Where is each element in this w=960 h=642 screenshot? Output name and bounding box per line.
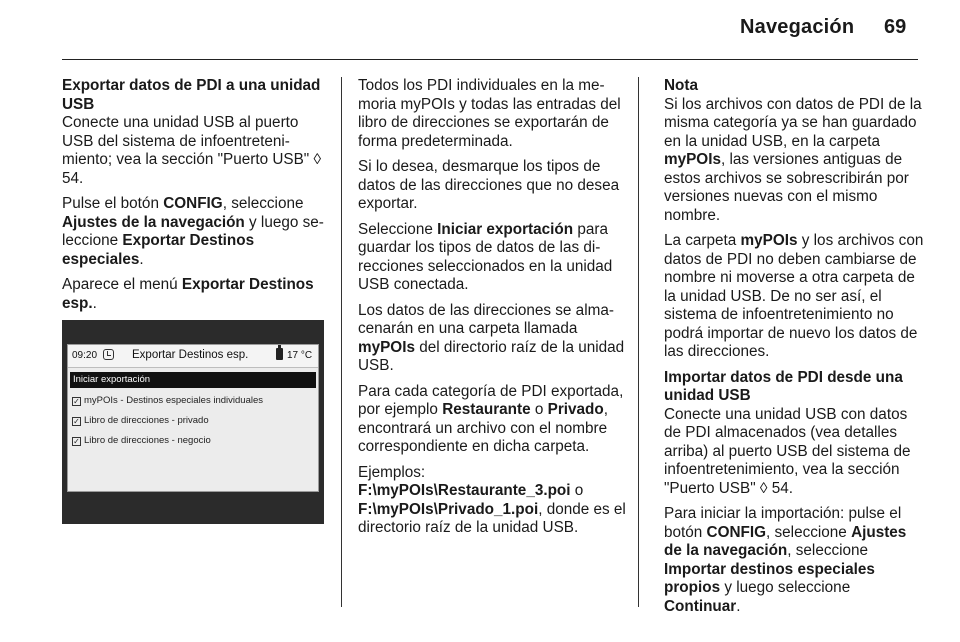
paragraph: La carpeta myPOIs y los archivos con datos de PDI no deben cambiarse de nombre ni moverse a otra carpeta de la unidad USB. De no ser así, el sistema de infoentretenimiento no podrá importar de nuevo los datos de las direcciones. — [664, 232, 924, 360]
paragraph: Todos los PDI individuales en la memoria myPOIs y todas las entradas del libro de direcciones se exportarán de forma predeterminada. — [358, 77, 621, 150]
infotainment-screen — [67, 344, 319, 492]
paragraph: Los datos de las direcciones se almacenarán en una carpeta llamada myPOIs del directorio raíz de la unidad USB. — [358, 301, 625, 374]
screen-status-bar — [68, 345, 318, 368]
header-divider — [62, 59, 918, 60]
page-header-title: Navegación — [740, 16, 855, 38]
paragraph: Para cada categoría de PDI exportada, por ejemplo Restaurante o Privado, encontrará un archivo con el nombre correspondiente en dicha carpeta. — [358, 382, 624, 455]
note-heading: Nota — [664, 77, 698, 94]
column-divider — [341, 77, 342, 607]
column-3 — [664, 77, 928, 623]
checkbox-checked-icon: ✓ — [73, 437, 80, 446]
paragraph: Conecte una unidad USB al puerto USB del sistema de infoentretenimiento; vea la sección "Puerto USB" ◊ 54. — [62, 114, 322, 187]
note-body — [664, 96, 928, 362]
section-heading-export: Exportar datos de PDI a una unidad USB — [62, 77, 321, 113]
menu-item-address-book-private[interactable]: ✓ Libro de direcciones - privado — [73, 415, 209, 426]
checkbox-checked-icon: ✓ — [73, 397, 80, 406]
checkbox-checked-icon: ✓ — [73, 417, 80, 426]
screen-title: Exportar Destinos esp. — [132, 349, 249, 361]
paragraph: Seleccione Iniciar exportación para guardar los tipos de datos de las direcciones seleccionados en la unidad USB conectada. — [358, 220, 613, 293]
paragraph: Conecte una unidad USB con datos de PDI almacenados (vea detalles arriba) al puerto USB del sistema de infoentretenimiento, vea la sección "Puerto USB" ◊ 54. — [664, 405, 911, 497]
paragraph: Aparece el menú Exportar Destinos esp.. — [62, 276, 314, 312]
paragraph: Si los archivos con datos de PDI de la misma categoría ya se han guardado en la unidad USB, en la carpeta myPOIs, las versiones antiguas de estos archivos se sobrescribirán por versiones nuevas con el mismo nombre. — [664, 95, 922, 224]
paragraph-examples: Ejemplos: F:\myPOIs\Restaurante_3.poi o F:\myPOIs\Privado_1.poi, donde es el directorio raíz de la unidad USB. — [358, 463, 626, 536]
infotainment-screenshot — [62, 320, 324, 524]
screen-temperature: 17 °C — [287, 350, 313, 361]
paragraph: Para iniciar la importación: pulse el botón CONFIG, seleccione Ajustes de la navegación, seleccione Importar destinos especiales propios y luego seleccione Continuar. — [664, 505, 907, 615]
paragraph: Pulse el botón CONFIG, seleccione Ajustes de la navegación y luego seleccione Exportar Destinos especiales. — [62, 195, 324, 268]
menu-item-mypois[interactable]: ✓ myPOIs - Destinos especiales individuales — [73, 395, 263, 406]
page-number: 69 — [884, 16, 907, 38]
usb-icon — [276, 348, 283, 360]
section-heading-import: Importar datos de PDI desde una unidad USB — [664, 368, 903, 404]
screen-time: 09:20 — [72, 350, 98, 361]
paragraph: Si lo desea, desmarque los tipos de datos de las direcciones que no desea exportar. — [358, 158, 620, 212]
menu-item-start-export[interactable]: Iniciar exportación — [70, 372, 316, 388]
menu-item-address-book-business[interactable]: ✓ Libro de direcciones - negocio — [73, 435, 211, 446]
time-symbol-icon — [103, 349, 114, 360]
column-2 — [358, 77, 626, 545]
column-divider — [638, 77, 639, 607]
column-1 — [62, 77, 328, 320]
